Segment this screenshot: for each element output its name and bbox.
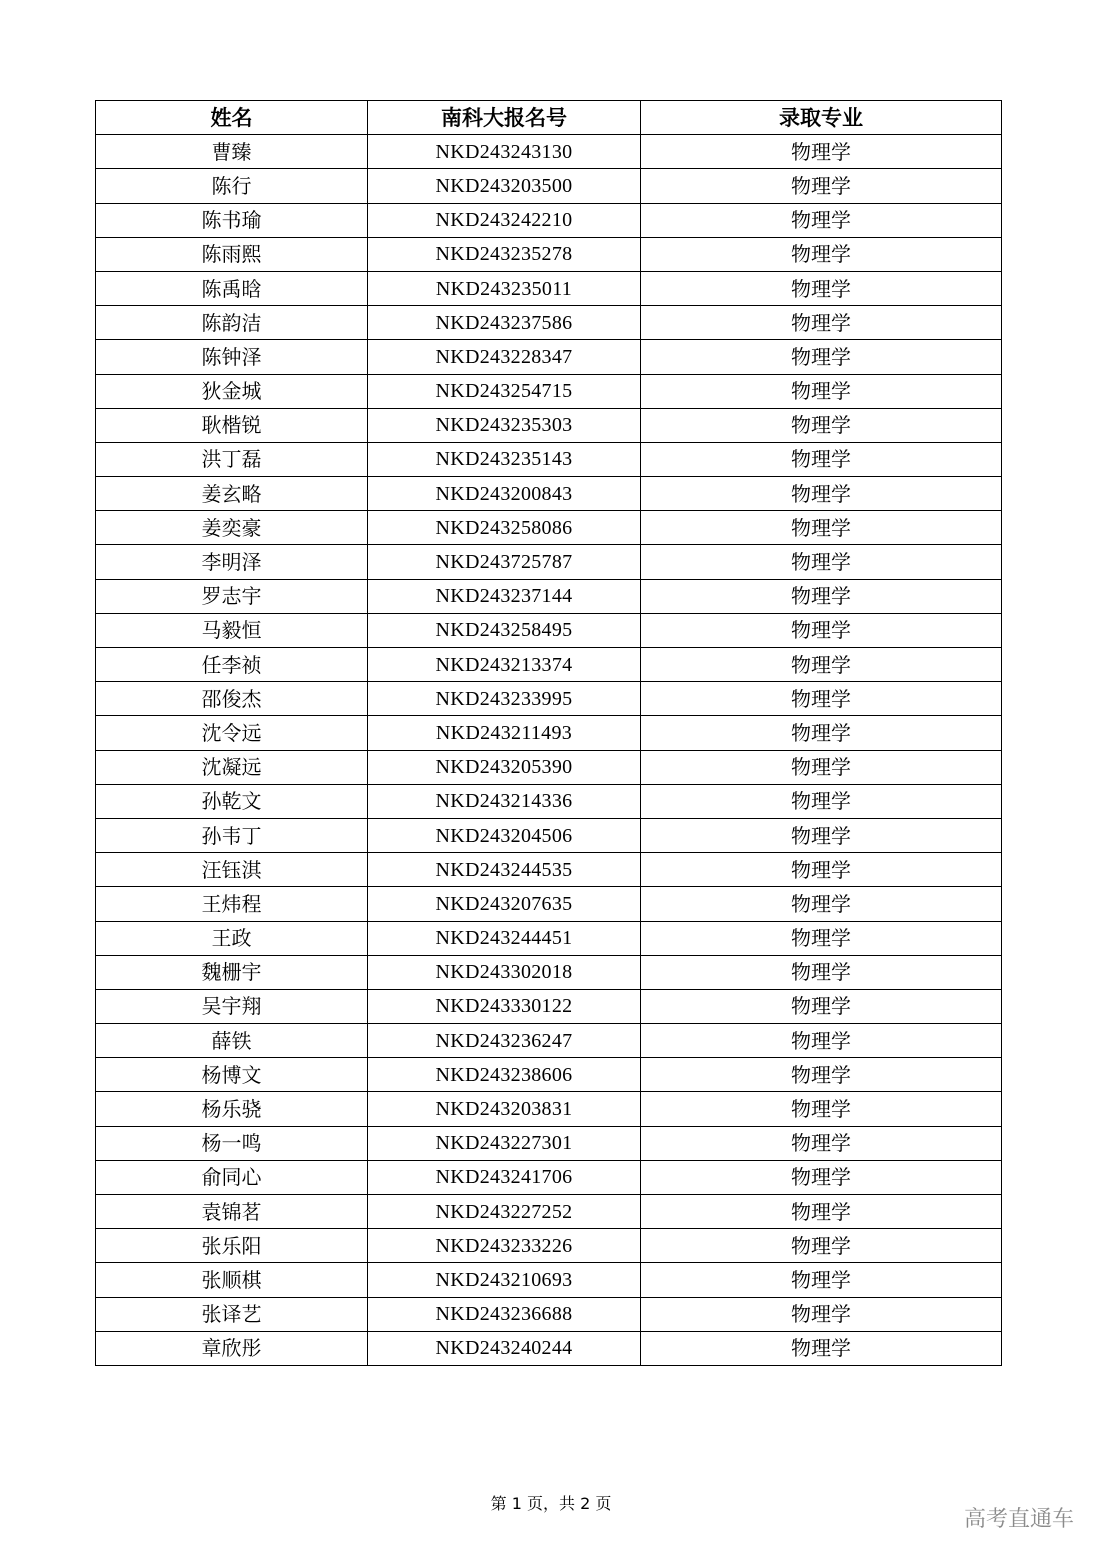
table-row <box>96 1160 1002 1194</box>
cell-admitted-major: 物理学 <box>641 237 1002 271</box>
cell-registration-number: NKD243210693 <box>368 1263 641 1297</box>
table-row <box>96 818 1002 852</box>
cell-admitted-major: 物理学 <box>641 408 1002 442</box>
cell-name: 薛铁 <box>96 1024 368 1058</box>
cell-admitted-major: 物理学 <box>641 442 1002 476</box>
table-row <box>96 853 1002 887</box>
cell-admitted-major: 物理学 <box>641 887 1002 921</box>
cell-name: 李明泽 <box>96 545 368 579</box>
cell-name: 马毅恒 <box>96 613 368 647</box>
table-row <box>96 545 1002 579</box>
cell-registration-number: NKD243330122 <box>368 989 641 1023</box>
cell-admitted-major: 物理学 <box>641 1160 1002 1194</box>
cell-registration-number: NKD243235278 <box>368 237 641 271</box>
cell-admitted-major: 物理学 <box>641 477 1002 511</box>
table-row <box>96 408 1002 442</box>
table-row <box>96 306 1002 340</box>
cell-name: 杨一鸣 <box>96 1126 368 1160</box>
cell-registration-number: NKD243204506 <box>368 818 641 852</box>
cell-registration-number: NKD243302018 <box>368 955 641 989</box>
table-row <box>96 237 1002 271</box>
table-row <box>96 1229 1002 1263</box>
table-row <box>96 887 1002 921</box>
table-row <box>96 1058 1002 1092</box>
cell-name: 邵俊杰 <box>96 682 368 716</box>
table-header <box>96 101 1002 135</box>
header-name: 姓名 <box>96 101 368 135</box>
cell-name: 曹臻 <box>96 135 368 169</box>
cell-registration-number: NKD243203500 <box>368 169 641 203</box>
cell-admitted-major: 物理学 <box>641 271 1002 305</box>
page-number: 第 1 页，共 2 页 <box>490 1494 612 1513</box>
cell-admitted-major: 物理学 <box>641 716 1002 750</box>
cell-admitted-major: 物理学 <box>641 1229 1002 1263</box>
table-row <box>96 750 1002 784</box>
cell-name: 任李祯 <box>96 648 368 682</box>
cell-admitted-major: 物理学 <box>641 135 1002 169</box>
cell-name: 陈行 <box>96 169 368 203</box>
table-row <box>96 1092 1002 1126</box>
cell-name: 陈雨熙 <box>96 237 368 271</box>
header-registration-number: 南科大报名号 <box>368 101 641 135</box>
cell-registration-number: NKD243203831 <box>368 1092 641 1126</box>
cell-name: 杨乐骁 <box>96 1092 368 1126</box>
table-row <box>96 579 1002 613</box>
cell-registration-number: NKD243200843 <box>368 477 641 511</box>
table-row <box>96 784 1002 818</box>
cell-registration-number: NKD243235143 <box>368 442 641 476</box>
table-body <box>96 135 1002 1366</box>
cell-name: 章欣彤 <box>96 1331 368 1365</box>
cell-name: 罗志宇 <box>96 579 368 613</box>
table-row <box>96 340 1002 374</box>
cell-name: 杨博文 <box>96 1058 368 1092</box>
cell-admitted-major: 物理学 <box>641 169 1002 203</box>
cell-name: 陈禹晗 <box>96 271 368 305</box>
cell-admitted-major: 物理学 <box>641 1058 1002 1092</box>
cell-admitted-major: 物理学 <box>641 511 1002 545</box>
cell-registration-number: NKD243258495 <box>368 613 641 647</box>
cell-admitted-major: 物理学 <box>641 374 1002 408</box>
cell-admitted-major: 物理学 <box>641 818 1002 852</box>
cell-registration-number: NKD243237144 <box>368 579 641 613</box>
cell-name: 沈凝远 <box>96 750 368 784</box>
cell-registration-number: NKD243207635 <box>368 887 641 921</box>
cell-registration-number: NKD243214336 <box>368 784 641 818</box>
cell-registration-number: NKD243235303 <box>368 408 641 442</box>
cell-registration-number: NKD243238606 <box>368 1058 641 1092</box>
table-row <box>96 374 1002 408</box>
cell-registration-number: NKD243227252 <box>368 1195 641 1229</box>
cell-name: 沈令远 <box>96 716 368 750</box>
cell-registration-number: NKD243237586 <box>368 306 641 340</box>
table-row <box>96 648 1002 682</box>
cell-admitted-major: 物理学 <box>641 613 1002 647</box>
cell-name: 姜奕豪 <box>96 511 368 545</box>
cell-name: 狄金城 <box>96 374 368 408</box>
cell-name: 俞同心 <box>96 1160 368 1194</box>
table-row <box>96 1024 1002 1058</box>
cell-admitted-major: 物理学 <box>641 1126 1002 1160</box>
header-row <box>96 101 1002 135</box>
cell-admitted-major: 物理学 <box>641 921 1002 955</box>
admission-table <box>95 100 1002 1366</box>
cell-name: 陈书瑜 <box>96 203 368 237</box>
cell-admitted-major: 物理学 <box>641 750 1002 784</box>
cell-registration-number: NKD243241706 <box>368 1160 641 1194</box>
table-row <box>96 442 1002 476</box>
watermark-text: 高考直通车 <box>963 1507 1074 1532</box>
table-row <box>96 1195 1002 1229</box>
table-row <box>96 955 1002 989</box>
cell-admitted-major: 物理学 <box>641 1297 1002 1331</box>
cell-registration-number: NKD243240244 <box>368 1331 641 1365</box>
cell-name: 魏栅宇 <box>96 955 368 989</box>
cell-name: 王政 <box>96 921 368 955</box>
cell-admitted-major: 物理学 <box>641 1195 1002 1229</box>
cell-name: 陈钟泽 <box>96 340 368 374</box>
cell-admitted-major: 物理学 <box>641 784 1002 818</box>
cell-registration-number: NKD243244535 <box>368 853 641 887</box>
cell-registration-number: NKD243254715 <box>368 374 641 408</box>
cell-admitted-major: 物理学 <box>641 682 1002 716</box>
table-row <box>96 921 1002 955</box>
cell-name: 姜玄略 <box>96 477 368 511</box>
cell-name: 孙韦丁 <box>96 818 368 852</box>
cell-admitted-major: 物理学 <box>641 340 1002 374</box>
cell-name: 张顺棋 <box>96 1263 368 1297</box>
cell-registration-number: NKD243233995 <box>368 682 641 716</box>
cell-name: 陈韵洁 <box>96 306 368 340</box>
table-row <box>96 169 1002 203</box>
cell-name: 吴宇翔 <box>96 989 368 1023</box>
table-row <box>96 1263 1002 1297</box>
cell-name: 张乐阳 <box>96 1229 368 1263</box>
cell-admitted-major: 物理学 <box>641 853 1002 887</box>
cell-admitted-major: 物理学 <box>641 1263 1002 1297</box>
cell-registration-number: NKD243227301 <box>368 1126 641 1160</box>
table-row <box>96 1126 1002 1160</box>
cell-registration-number: NKD243236247 <box>368 1024 641 1058</box>
cell-admitted-major: 物理学 <box>641 955 1002 989</box>
cell-registration-number: NKD243244451 <box>368 921 641 955</box>
cell-name: 孙乾文 <box>96 784 368 818</box>
cell-registration-number: NKD243205390 <box>368 750 641 784</box>
cell-registration-number: NKD243235011 <box>368 271 641 305</box>
cell-admitted-major: 物理学 <box>641 989 1002 1023</box>
cell-admitted-major: 物理学 <box>641 545 1002 579</box>
cell-name: 耿楷锐 <box>96 408 368 442</box>
cell-admitted-major: 物理学 <box>641 1331 1002 1365</box>
cell-registration-number: NKD243236688 <box>368 1297 641 1331</box>
table-row <box>96 135 1002 169</box>
table-row <box>96 682 1002 716</box>
cell-name: 张译艺 <box>96 1297 368 1331</box>
cell-registration-number: NKD243243130 <box>368 135 641 169</box>
table-row <box>96 989 1002 1023</box>
cell-name: 袁锦茗 <box>96 1195 368 1229</box>
cell-name: 汪钰淇 <box>96 853 368 887</box>
cell-registration-number: NKD243228347 <box>368 340 641 374</box>
table-row <box>96 1331 1002 1365</box>
cell-registration-number: NKD243725787 <box>368 545 641 579</box>
table-row <box>96 1297 1002 1331</box>
table-row <box>96 511 1002 545</box>
cell-admitted-major: 物理学 <box>641 648 1002 682</box>
cell-admitted-major: 物理学 <box>641 1024 1002 1058</box>
cell-name: 王炜程 <box>96 887 368 921</box>
cell-registration-number: NKD243233226 <box>368 1229 641 1263</box>
cell-registration-number: NKD243258086 <box>368 511 641 545</box>
table-row <box>96 271 1002 305</box>
table-row <box>96 613 1002 647</box>
table-row <box>96 477 1002 511</box>
cell-admitted-major: 物理学 <box>641 579 1002 613</box>
table-row <box>96 203 1002 237</box>
table-row <box>96 716 1002 750</box>
cell-registration-number: NKD243213374 <box>368 648 641 682</box>
cell-admitted-major: 物理学 <box>641 1092 1002 1126</box>
cell-name: 洪丁磊 <box>96 442 368 476</box>
cell-registration-number: NKD243242210 <box>368 203 641 237</box>
header-admitted-major: 录取专业 <box>641 101 1002 135</box>
cell-admitted-major: 物理学 <box>641 203 1002 237</box>
cell-registration-number: NKD243211493 <box>368 716 641 750</box>
cell-admitted-major: 物理学 <box>641 306 1002 340</box>
